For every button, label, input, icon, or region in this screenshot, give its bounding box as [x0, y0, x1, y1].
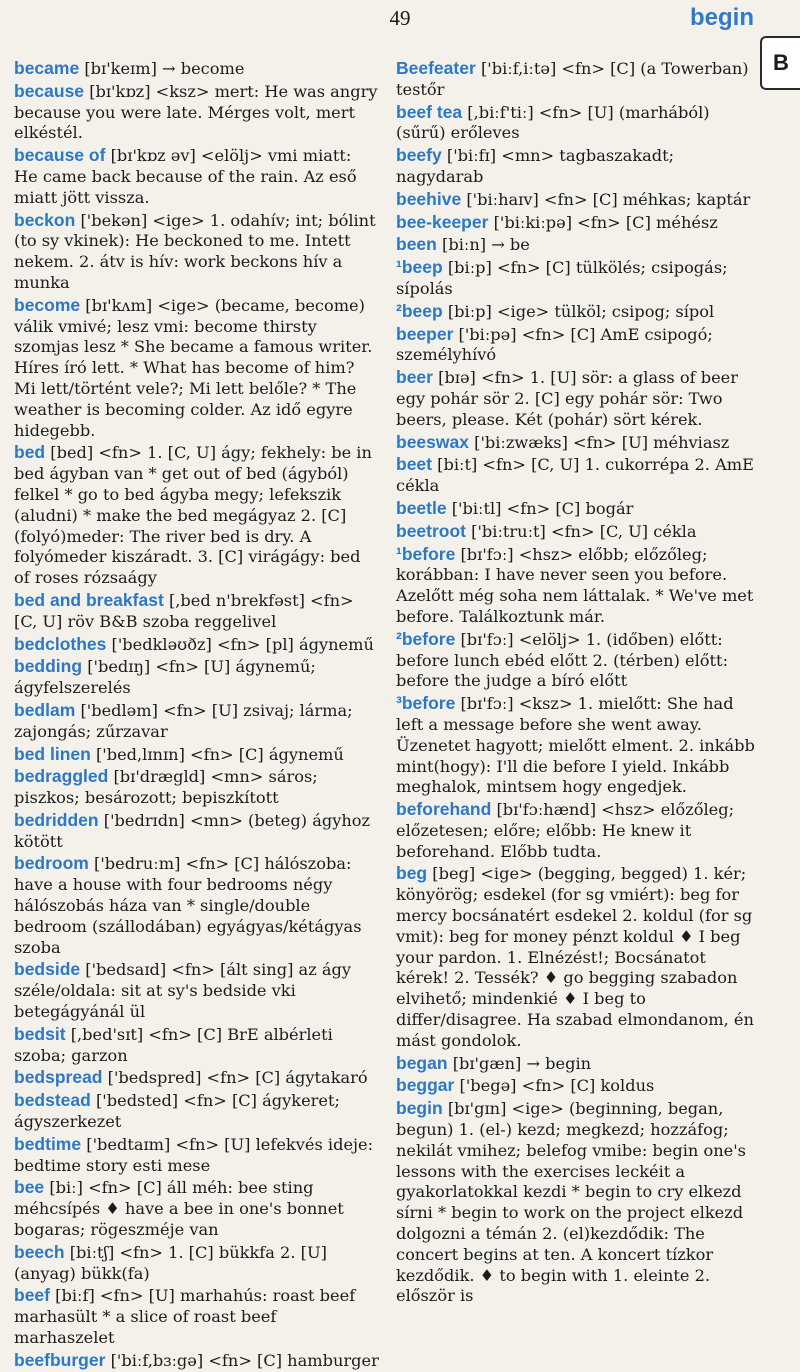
- headword: ¹before: [396, 543, 456, 564]
- headword: ²beep: [396, 300, 443, 321]
- entry-body: ['bedləm] <fn> [U] zsivaj; lárma; zajongás; zűrzavar: [14, 700, 353, 741]
- entry: [14, 210, 380, 294]
- entry: [14, 1285, 380, 1348]
- entry-body: [beg] <ige> (begging, begged) 1. kér; könyörög; esdekel (for sg vmiért): beg for mercy bocsánatért esdekel 2. koldul (for sg vmit): beg for money pénzt koldul ♦ I beg your pardon. 1. Elnézést!; Bocsánatot kérek! 2. Tessék? ♦ go begging szabadon elvihető; mindenkié ♦ I beg to differ/disagree. Ha szabad elmondanom, én mást gondolok.: [396, 864, 754, 1050]
- entry-body: ['bedspred] <fn> [C] ágytakaró: [107, 1068, 368, 1088]
- headword: bee-keeper: [396, 211, 489, 232]
- entry-body: [bɪ'gæn] → begin: [452, 1053, 592, 1073]
- headword: become: [14, 294, 81, 315]
- entry: [14, 1067, 380, 1089]
- headword: beef: [14, 1285, 50, 1306]
- entry-body: [biːtʃ] <fn> 1. [C] bükkfa 2. [U] (anyag) bükk(fa): [14, 1242, 327, 1283]
- headword: bedlam: [14, 699, 76, 720]
- entry: [14, 959, 380, 1022]
- entry-body: [biːf] <fn> [U] marhahús: roast beef marhasült * a slice of roast beef marhaszelet: [14, 1286, 356, 1348]
- entry: [396, 145, 762, 188]
- headword: beetroot: [396, 520, 466, 541]
- entry-body: ['bedtaɪm] <fn> [U] lefekvés ideje: bedtime story esti mese: [14, 1134, 374, 1175]
- entry: [14, 81, 380, 144]
- entry: [396, 498, 762, 520]
- headword: beckon: [14, 209, 76, 230]
- entry: [396, 521, 762, 543]
- entry: [14, 634, 380, 656]
- entry: [396, 1053, 762, 1075]
- headword: bedside: [14, 959, 81, 980]
- entry: [396, 863, 762, 1051]
- entry: [396, 367, 762, 430]
- headword: bed and breakfast: [14, 589, 164, 610]
- headword: bedroom: [14, 853, 89, 874]
- entry: [396, 257, 762, 300]
- headword: beetle: [396, 497, 447, 518]
- entry: [14, 295, 380, 442]
- thumb-index-tab: B: [760, 36, 800, 90]
- headword: bedstead: [14, 1090, 91, 1111]
- entry: [396, 544, 762, 628]
- entry: [14, 1177, 380, 1240]
- entry-body: [bɪ'fɔː] <elölj> 1. (időben) előtt: before lunch ebéd előtt 2. (térben) előtt: before the judge a bíró előtt: [396, 629, 729, 691]
- headword: ¹beep: [396, 257, 443, 278]
- entry-body: ['begə] <fn> [C] koldus: [459, 1076, 655, 1096]
- entry-body: [bɪ'keɪm] → become: [84, 59, 245, 78]
- entry-body: [bɪ'kɒz əv] <elölj> vmi miatt: He came back because of the rain. Az eső miatt jött vissza.: [14, 146, 357, 207]
- entry-body: [,bed n'brekfəst] <fn> [C, U] röv B&B szoba reggelivel: [14, 590, 354, 631]
- entry-body: [biː] <fn> [C] áll méh: bee sting méhcsípés ♦ have a bee in one's bonnet bogaras; rögeszméje van: [14, 1178, 344, 1240]
- headword: beefburger: [14, 1349, 106, 1370]
- headword: bedridden: [14, 809, 99, 830]
- entry-body: ['biːf,bɜːgə] <fn> [C] hamburger: [110, 1350, 379, 1370]
- headword: because of: [14, 145, 106, 166]
- left-column: [14, 58, 380, 1370]
- headword: beeper: [396, 323, 454, 344]
- headword: beehive: [396, 188, 462, 209]
- headword: beet: [396, 454, 432, 475]
- headword: been: [396, 234, 437, 255]
- headword: began: [396, 1052, 448, 1073]
- entry: [14, 766, 380, 809]
- headword: bedtime: [14, 1133, 82, 1154]
- entry: [396, 432, 762, 454]
- headword: beforehand: [396, 799, 492, 820]
- entry-body: ['biːkiːpə] <fn> [C] méhész: [493, 212, 718, 232]
- headword: became: [14, 58, 80, 78]
- entry-body: ['biːhaɪv] <fn> [C] méhkas; kaptár: [466, 189, 751, 209]
- headword: beeswax: [396, 431, 469, 452]
- entry: [14, 853, 380, 958]
- entry-body: ['bedɪŋ] <fn> [U] ágynemű; ágyfelszerelés: [14, 657, 316, 698]
- entry-body: ['bedruːm] <fn> [C] hálószoba: have a house with four bedrooms négy hálószobás háza van * single/double bedroom (szállodában) egyágyas/kétágyas szoba: [14, 854, 362, 957]
- right-column: [396, 58, 762, 1306]
- entry-body: [bɪ'kʌm] <ige> (became, become) válik vmivé; lesz vmi: become thirsty szomjas lesz * She became a famous writer. Híres író lett. * What has become of him? Mi lett/történt vele?; Mi lett belőle? * The weather is becoming colder. Az idő egyre hidegebb.: [14, 295, 373, 440]
- headword: beef tea: [396, 101, 463, 122]
- entry-body: [,bed'sɪt] <fn> [C] BrE albérleti szoba; garzon: [14, 1024, 333, 1065]
- entry: [14, 1242, 380, 1285]
- entry-body: [bɪ'fɔː] <ksz> 1. mielőtt: She had left a message before she went away. Üzenetet hagyott; mielőtt elment. 2. inkább mint(hogy): I'll die before I yield. Inkább meghalok, mintsem hogy engedjek.: [396, 694, 755, 797]
- headword: bee: [14, 1177, 45, 1198]
- headword: ²before: [396, 628, 456, 649]
- entry: [14, 1024, 380, 1067]
- entry: [14, 590, 380, 633]
- headword: beggar: [396, 1075, 455, 1096]
- entry-body: [,biːf'tiː] <fn> [U] (marhából) (sűrű) erőleves: [396, 102, 710, 143]
- entry-body: ['biːpə] <fn> [C] AmE csipogó; személyhívó: [396, 324, 713, 365]
- entry: [14, 145, 380, 208]
- entry-body: [bɪ'drægld] <mn> sáros; piszkos; besározott; bepiszkított: [14, 767, 318, 808]
- headword: bedclothes: [14, 633, 107, 654]
- entry-body: [bɪ'gɪn] <ige> (beginning, began, begun) 1. (el-) kezd; megkezd; hozzáfog; nekilát vmihez; belefog vmibe: begin one's lessons with the exercises leckéit a gyakorlatokkal kezdi * begin to cry elkezd sírni * begin to work on the project elkezd dolgozni a témán 2. (el)kezdődik: The concert begins at ten. A koncert tízkor kezdődik. ♦ to begin with 1. eleinte 2. először is: [396, 1099, 746, 1306]
- headword: beech: [14, 1241, 65, 1262]
- entry: [396, 324, 762, 367]
- entry: [396, 301, 762, 323]
- entry: [14, 656, 380, 699]
- page-number: 49: [389, 6, 411, 30]
- entry: [396, 189, 762, 211]
- entry-body: ['biːfɪ] <mn> tagbaszakadt; nagydarab: [396, 146, 675, 186]
- headword: bedraggled: [14, 766, 109, 787]
- entry: [14, 744, 380, 766]
- entry-body: [bɪə] <fn> 1. [U] sör: a glass of beer egy pohár sör 2. [C] egy pohár sör: Two beers, please. Két (pohár) sört kérek.: [396, 368, 738, 429]
- entry: [396, 58, 762, 101]
- entry-body: [bɪ'kɒz] <ksz> mert: He was angry because you were late. Mérges volt, mert elkéstél.: [14, 81, 378, 143]
- headword: beefy: [396, 145, 442, 166]
- entry-body: ['bedkləʊðz] <fn> [pl] ágynemű: [111, 634, 374, 654]
- headword: bedsit: [14, 1023, 66, 1044]
- entry: [396, 693, 762, 798]
- entry-body: [bɪ'fɔːhænd] <hsz> előzőleg; előzetesen; előre; előbb: He knew it beforehand. Előbb tudta.: [396, 800, 735, 861]
- entry-body: [bɪ'fɔː] <hsz> előbb; előzőleg; korábban: I have never seen you before. Azelőtt még soha nem láttalak. * We've met before. Találkoztunk már.: [396, 544, 754, 626]
- entry: [14, 1090, 380, 1133]
- headword: bed: [14, 442, 46, 463]
- entry: [14, 1350, 380, 1372]
- headword: because: [14, 80, 85, 101]
- guide-word: begin: [690, 4, 754, 31]
- entry: [396, 799, 762, 862]
- entry: [396, 1075, 762, 1097]
- headword: Beefeater: [396, 58, 476, 78]
- entry-body: ['biːzwæks] <fn> [U] méhviasz: [474, 432, 730, 452]
- headword: begin: [396, 1098, 443, 1119]
- headword: bed linen: [14, 743, 91, 764]
- entry-body: ['bedrɪdn] <mn> (beteg) ágyhoz kötött: [14, 810, 371, 851]
- entry-body: [biːp] <ige> tülköl; csipog; sípol: [447, 301, 715, 321]
- headword: beer: [396, 367, 433, 388]
- headword: beg: [396, 863, 428, 884]
- headword: bedspread: [14, 1067, 103, 1088]
- entry-body: ['bedsaɪd] <fn> [ált sing] az ágy széle/oldala: sit at sy's bedside vki betegágyánál ül: [14, 960, 352, 1022]
- entry-body: [biːt] <fn> [C, U] 1. cukorrépa 2. AmE cékla: [396, 455, 754, 496]
- entry: [396, 102, 762, 145]
- entry-body: [bed] <fn> 1. [C, U] ágy; fekhely: be in bed ágyban van * get out of bed (ágyból) felkel * go to bed ágyba megy; lefekszik (aludni) * make the bed megágyaz 2. [C] (folyó)meder: The river bed is dry. A folyómeder kiszáradt. 3. [C] virágágy: bed of roses rózsaágy: [14, 443, 372, 588]
- headword: ³before: [396, 693, 456, 714]
- entry-body: ['bedsted] <fn> [C] ágykeret; ágyszerkezet: [14, 1091, 340, 1132]
- entry: [14, 442, 380, 589]
- entry-body: ['biːtruːt] <fn> [C, U] cékla: [471, 521, 697, 541]
- entry: [396, 454, 762, 497]
- entry-body: ['biːf,iːtə] <fn> [C] (a Towerban) testőr: [396, 59, 749, 99]
- entry: [14, 810, 380, 853]
- entry: [396, 234, 762, 256]
- entry: [14, 700, 380, 743]
- headword: bedding: [14, 656, 83, 677]
- entry-body: ['bekən] <ige> 1. odahív; int; bólint (to sy vkinek): He beckoned to me. Intett nekem. 2. átv is hív: work beckons hív a munka: [14, 210, 376, 292]
- entry-body: ['biːtl] <fn> [C] bogár: [451, 498, 634, 518]
- entry-body: ['bed,lɪnɪn] <fn> [C] ágynemű: [95, 744, 344, 764]
- entry: [396, 212, 762, 234]
- entry: [396, 1098, 762, 1307]
- entry: [396, 629, 762, 692]
- entry: [14, 58, 380, 80]
- entry-body: [biːp] <fn> [C] tülkölés; csipogás; sípolás: [396, 258, 728, 298]
- entry: [14, 1134, 380, 1177]
- entry-body: [biːn] → be: [442, 235, 530, 255]
